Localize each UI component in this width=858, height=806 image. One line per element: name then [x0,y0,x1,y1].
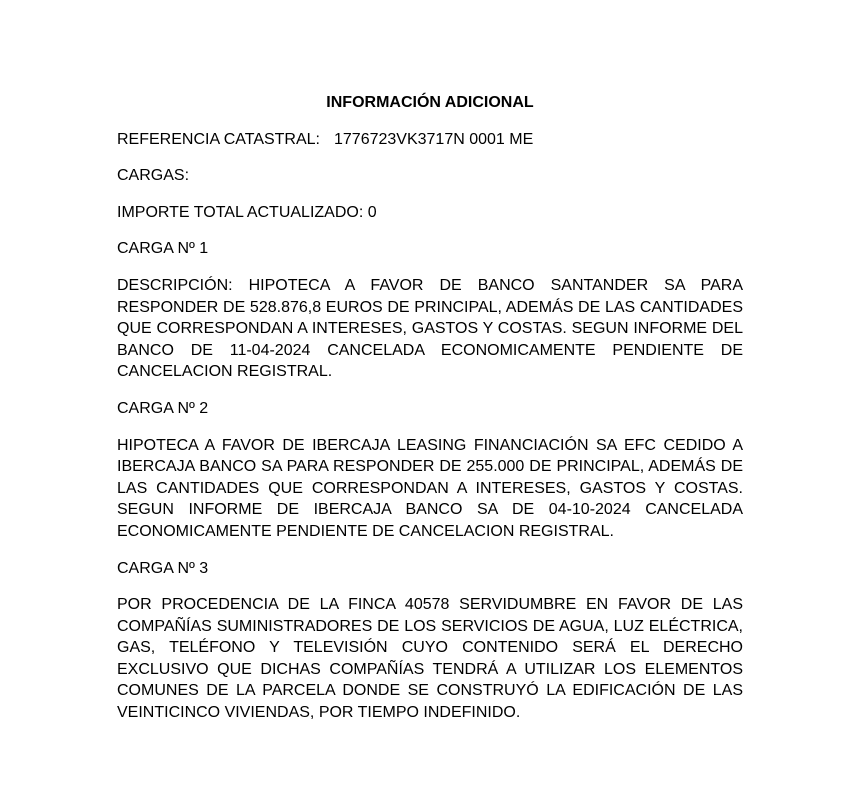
carga-2-heading: CARGA Nº 2 [117,399,209,417]
document-page [117,92,743,739]
referencia-catastral-line [117,129,743,151]
carga-3-description: POR PROCEDENCIA DE LA FINCA 40578 SERVIDUMBRE EN FAVOR DE LAS COMPAÑÍAS SUMINISTRADORES DE LOS SERVICIOS DE AGUA, LUZ ELÉCTRICA, GAS, TELÉFONO Y TELEVISIÓN CUYO CONTENIDO SERÁ EL DERECHO EXCLUSIVO QUE DICHAS COMPAÑÍAS TENDRÁ A UTILIZAR LOS ELEMENTOS COMUNES DE LA PARCELA DONDE SE CONSTRUYÓ LA EDIFICACIÓN DE LAS VEINTICINCO VIVIENDAS, POR TIEMPO INDEFINIDO. [117,596,743,722]
carga-3-heading: CARGA Nº 3 [117,559,209,577]
importe-total-line: IMPORTE TOTAL ACTUALIZADO: 0 [117,203,377,221]
cargas-label: CARGAS: [117,167,190,185]
document-title: INFORMACIÓN ADICIONAL [326,94,534,111]
referencia-catastral-value: 1776723VK3717N 0001 ME [334,130,534,148]
carga-1-heading: CARGA Nº 1 [117,240,209,258]
carga-1-description: DESCRIPCIÓN: HIPOTECA A FAVOR DE BANCO SANTANDER SA PARA RESPONDER DE 528.876,8 EUROS DE PRINCIPAL, ADEMÁS DE LAS CANTIDADES QUE CORRESPONDAN A INTERESES, GASTOS Y COSTAS. SEGUN INFORME DEL BANCO DE 11-04-2024 CANCELADA ECONOMICAMENTE PENDIENTE DE CANCELACION REGISTRAL. [117,276,743,381]
referencia-catastral-label: REFERENCIA CATASTRAL: [117,130,320,148]
carga-2-description: HIPOTECA A FAVOR DE IBERCAJA LEASING FINANCIACIÓN SA EFC CEDIDO A IBERCAJA BANCO SA PARA RESPONDER DE 255.000 DE PRINCIPAL, ADEMÁS DE LAS CANTIDADES QUE CORRESPONDAN A INTERESES, GASTOS Y COSTAS. SEGUN INFORME DE IBERCAJA BANCO SA DE 04-10-2024 CANCELADA ECONOMICAMENTE PENDIENTE DE CANCELACION REGISTRAL. [117,436,743,540]
